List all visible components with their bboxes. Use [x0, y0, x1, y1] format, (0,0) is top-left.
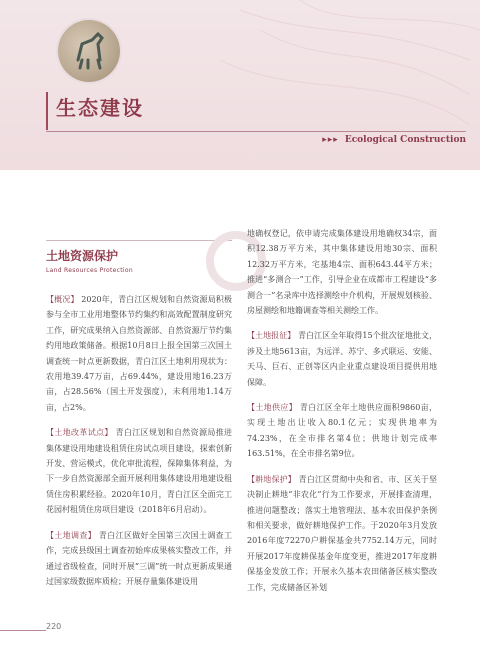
bronze-horse-emblem — [58, 20, 120, 82]
page-number: 220 — [46, 622, 62, 631]
paragraph-tag: 【概况】 — [46, 295, 79, 304]
left-column — [46, 292, 232, 599]
english-section-title: Ecological Construction — [344, 135, 466, 145]
section-title: 生态建设 — [56, 96, 144, 120]
subsection-title: 土地资源保护 — [46, 249, 119, 263]
subsection-english-title: Land Resources Protection — [46, 267, 133, 274]
paragraph-text: 青白江区贯彻中央和省、市、区关于坚决制止耕地“非农化”行为工作要求，开展排查清理，推进问题整改；落实土地管理法、基本农田保护条例和相关要求，做好耕地保护工作。于2020年3月发放2016年度72270户耕保基金共7752.14万元，同时开展2017年度耕保基金年度变更，推进2017年度耕保基金发放工作；开展永久基本农田储备区核实整改工作，完成储备区补划 — [247, 474, 437, 592]
paragraph-text: 地确权登记，依申请完成集体建设用地确权34宗，面积12.38万平方米，其中集体建设用地30宗、面积12.32万平方米，宅基地4宗、面积643.44平方米；推进“多测合一”工作，引导企业在成都市工程建设“多测合一”名录库中选择测绘中介机构，开展规划核验、房屋测绘和地籍调查等相关测绘工作。 — [247, 229, 437, 316]
paragraph-land-requisition — [247, 328, 437, 390]
subsection-header — [46, 240, 232, 283]
paragraph-land-reform — [46, 425, 232, 517]
paragraph-text: 青白江区全年取得15个批次征地批文，涉及土地5613亩，为远洋、苏宁、多式联运、安能、天马、巨石、正创等区内企业重点建设项目提供用地保障。 — [247, 331, 438, 387]
paragraph-survey-continued — [247, 226, 437, 318]
right-column — [247, 226, 437, 605]
paragraph-land-supply — [247, 400, 437, 462]
paragraph-farmland-protection — [247, 472, 437, 595]
english-title-bar — [46, 131, 466, 149]
page-header-band — [0, 0, 480, 170]
paragraph-land-survey — [46, 528, 232, 590]
paragraph-overview — [46, 292, 232, 415]
title-accent-line — [46, 92, 48, 130]
paragraph-tag: 【土地报征】 — [247, 331, 296, 341]
paragraph-tag: 【耕地保护】 — [247, 474, 296, 484]
triple-arrow-icon: ▸▸▸ — [322, 135, 339, 145]
paragraph-text: 青白江区做好全国第三次国土调查工作，完成县级国土调查初始库成果核实整改工作，并通过省级检查，同时开展“三调”统一时点更新成果通过国家级数据库质检；开展存量集体建设用 — [46, 530, 233, 586]
paragraph-tag: 【土地改革试点】 — [46, 428, 113, 438]
paragraph-tag: 【土地调查】 — [46, 530, 97, 540]
paragraph-text: 2020年，青白江区规划和自然资源局积极参与全市工业用地整体节约集约和高效配置制度研究工作，研究成果纳入自然资源部、自然资源厅节约集约用地政策储备。根据10月8日上报全国第三次国土调查统一时点更新数据，青白江区土地利用现状为：农用地39.47万亩，占69.44%，建设用地16.23万亩，占28.56%（国土开发强度），未利用地1.14万亩，占2%。 — [46, 295, 232, 412]
footer-rule — [0, 630, 46, 631]
paragraph-tag: 【土地供应】 — [247, 403, 298, 413]
paragraph-text: 青白江区规划和自然资源局推进集体建设用地建设租赁住房试点项目建设，探索创新开发、营运模式，优化审批流程，保障集体利益，为下一步自然资源部全面开展利用集体建设用地建设租赁住房积累经验。2020年10月，青白江区全面完工花园村租赁住房项目建设（2018年6月启动）。 — [46, 428, 233, 515]
paragraph-text: 青白江区全年土地供应面积9860亩，实现土地出让收入80.1亿元；实现供地率为74.23%，在全市排名第4位；供地计划完成率163.51%，在全市排名第9位。 — [247, 403, 437, 459]
